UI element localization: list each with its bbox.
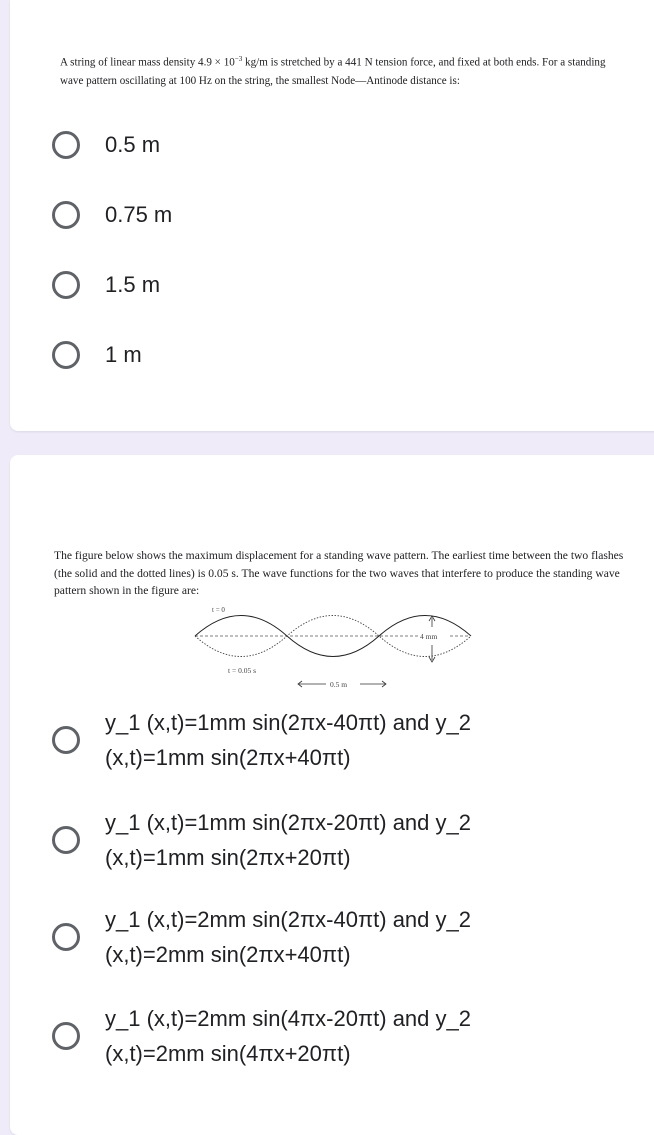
q2-option-4[interactable]	[52, 1001, 545, 1071]
label-amplitude: 4 mm	[420, 632, 438, 641]
radio-button[interactable]	[52, 131, 80, 159]
question-1-exponent: −3	[234, 55, 243, 63]
radio-button[interactable]	[52, 271, 80, 299]
option-label: 0.75 m	[105, 202, 173, 227]
question-1-text	[60, 50, 615, 90]
radio-button[interactable]	[52, 201, 80, 229]
question-1-text-part: A string of linear mass density 4.9 × 10	[60, 56, 235, 69]
question-card-2	[10, 455, 654, 1135]
option-label: 0.5 m	[105, 132, 161, 157]
q1-option-3[interactable]	[52, 267, 160, 302]
option-label: 1 m	[105, 342, 142, 367]
question-1-text-part: kg/m is stretched by a 441 N tension force, and fixed at both ends. For a standing wave pattern oscillating at 100 Hz on the string, the smallest Node—Antinode distance is:	[60, 56, 606, 87]
q1-option-2[interactable]	[52, 197, 172, 232]
q2-option-1[interactable]	[52, 705, 545, 775]
option-label: y_1 (x,t)=1mm sin(2πx-40πt) and y_2 (x,t)=1mm sin(2πx+40πt)	[105, 710, 471, 770]
q1-option-4[interactable]	[52, 337, 142, 372]
option-label: y_1 (x,t)=2mm sin(2πx-40πt) and y_2 (x,t)=2mm sin(2πx+40πt)	[105, 907, 471, 967]
option-label: y_1 (x,t)=2mm sin(4πx-20πt) and y_2 (x,t)=2mm sin(4πx+20πt)	[105, 1006, 471, 1066]
label-distance: 0.5 m	[330, 680, 348, 689]
radio-button[interactable]	[52, 923, 80, 951]
radio-button[interactable]	[52, 341, 80, 369]
radio-button[interactable]	[52, 826, 80, 854]
q1-option-1[interactable]	[52, 127, 160, 162]
label-t005: t = 0.05 s	[228, 666, 256, 675]
q2-option-3[interactable]	[52, 902, 545, 972]
radio-button[interactable]	[52, 1022, 80, 1050]
question-2-text: The figure below shows the maximum displacement for a standing wave pattern. The earliest time between the two flashes (the solid and the dotted lines) is 0.05 s. The wave functions for the two waves that interfere to produce the standing wave pattern shown in the figure are:	[54, 549, 624, 597]
option-label: 1.5 m	[105, 272, 161, 297]
radio-button[interactable]	[52, 726, 80, 754]
label-t0: t = 0	[212, 606, 225, 614]
question-card-1	[10, 0, 654, 431]
q2-option-2[interactable]	[52, 805, 545, 875]
standing-wave-figure	[190, 605, 490, 695]
option-label: y_1 (x,t)=1mm sin(2πx-20πt) and y_2 (x,t)=1mm sin(2πx+20πt)	[105, 810, 471, 870]
